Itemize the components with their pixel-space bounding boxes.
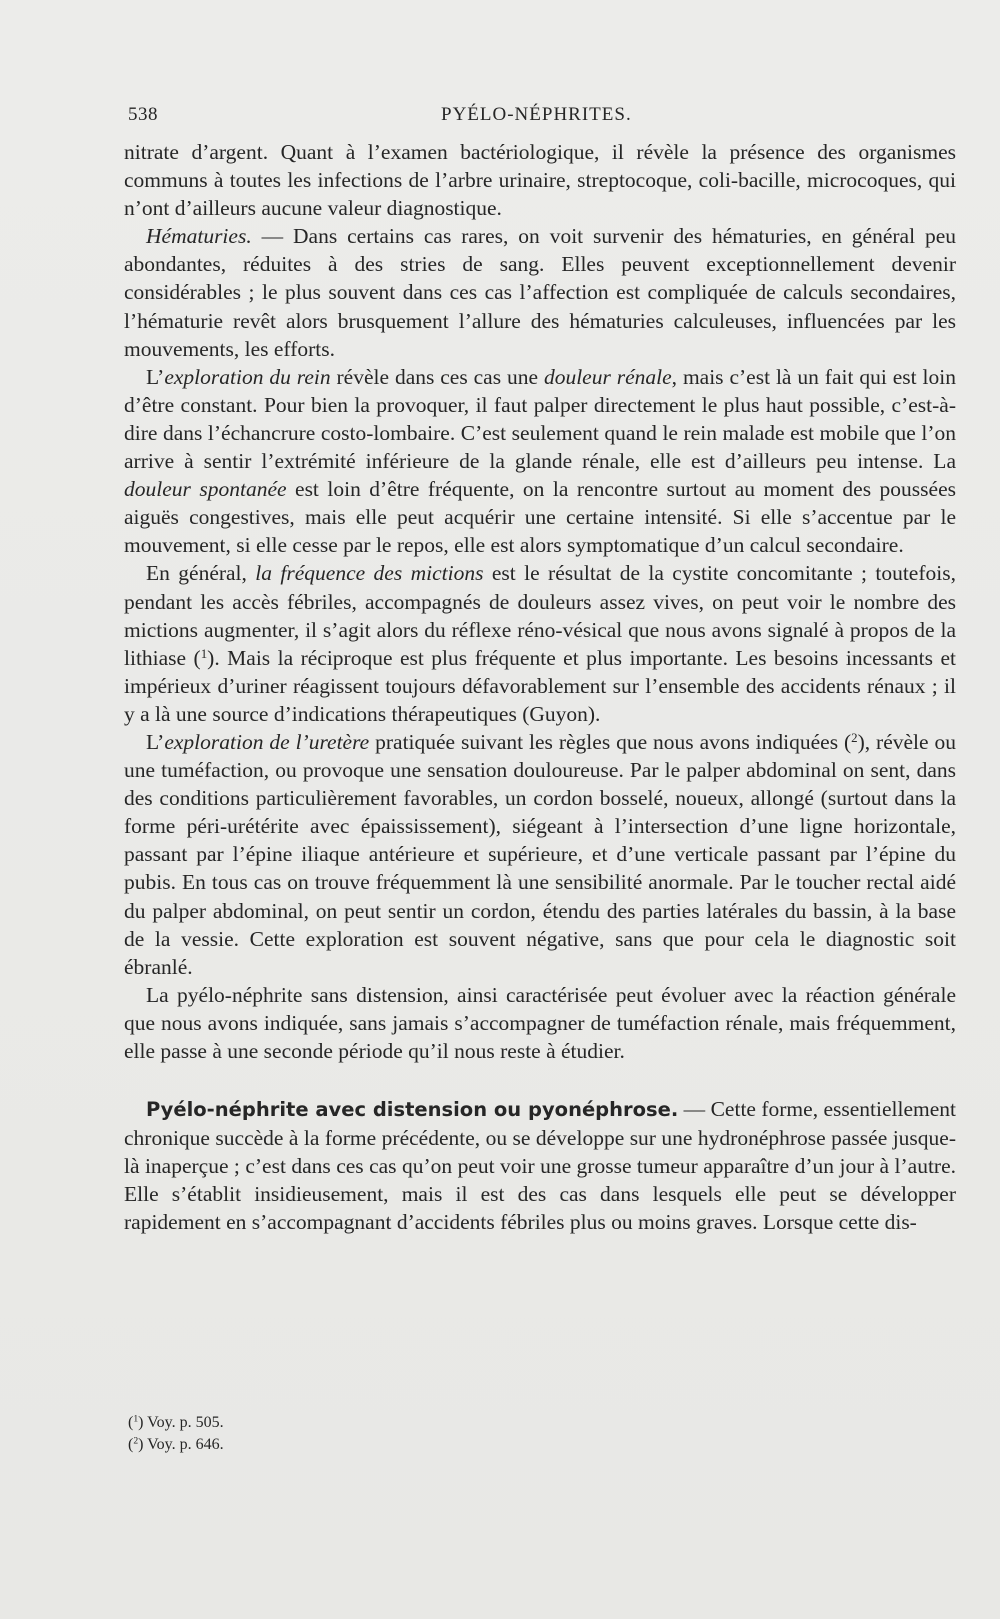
paragraph-kidney-exploration: L’exploration du rein révèle dans ces cas une douleur rénale, mais c’est là un fait qui est loin d’être constant. Pour bien la provoquer, il faut palper directement le plus haut possible, c’est-à-dire dans l’échancrure costo-lombaire. C’est seulement quand le rein malade est mobile que l’on arrive à sentir l’extrémité inférieure de la glande rénale, elle est d’ailleurs peu intense. La douleur spontanée est loin d’être fréquente, on la rencontre surtout au moment des poussées aiguës congestives, mais elle peut acquérir une certaine intensité. Si elle s’accentue par le mouvement, si elle cesse par le repos, elle est alors symptomatique d’un calcul secondaire. [124, 364, 956, 558]
paragraph-bacteriology: nitrate d’argent. Quant à l’examen bactériologique, il révèle la présence des organismes communs à toutes les infections de l’arbre urinaire, streptocoque, coli-bacille, microcoques, qui n’ont d’ailleurs aucune valeur diagnostique. [124, 140, 956, 221]
running-title: PYÉLO-NÉPHRITES. [441, 104, 632, 125]
hematuria-heading: Hématuries. [146, 224, 252, 249]
footnote-ref-1[interactable]: 1 [200, 646, 208, 661]
footnote-ref-2[interactable]: 2 [851, 730, 858, 745]
paragraph-ureter-exploration: L’exploration de l’uretère pratiquée suivant les règles que nous avons indiquées ($^2$), révèle ou une tuméfaction, ou provoque une sensation douloureuse. Par le palper abdominal on sent, dans des conditions particulièrement favorables, un cordon bosselé, noueux, allongé (surtout dans la forme péri-urétérite avec épaississement), siégeant à l’intersection d’une ligne horizontale, passant par l’épine iliaque antérieure et supérieure, et d’une verticale passant par l’épine du pubis. En tous cas on trouve fréquemment là une sensibilité anormale. Par le toucher rectal aidé du palper abdominal, on peut sentir un cordon, étendu des parties latérales du bassin, à la base de la vessie. Cette exploration est souvent négative, sans que pour cela le diagnostic soit ébranlé. [124, 729, 956, 979]
running-header [128, 104, 930, 134]
section-heading: Pyélo-néphrite avec distension ou pyonéphrose. [146, 1098, 679, 1122]
page-number: 538 [128, 104, 158, 125]
paragraph-pyonephrosis: Pyélo-néphrite avec distension ou pyonéphrose. — Cette forme, essentiellement chronique succède à la forme précédente, ou se développe sur une hydronéphrose passée jusque-là inaperçue ; c’est dans ces cas qu’on peut voir une grosse tumeur apparaître d’un jour à l’autre. Elle s’établit insidieusement, mais il est des cas dans lesquels elle peut se développer rapidement en s’accompagnant d’accidents fébriles plus ou moins graves. Lorsque cette dis- [124, 1097, 957, 1235]
paragraph-micturition: En général, la fréquence des mictions est le résultat de la cystite concomitante ; toutefois, pendant les accès fébriles, accompagnés de douleurs assez vives, on peut voir le nombre des mictions augmenter, il s’agit alors du réflexe réno-vésical que nous avons signalé à propos de la lithiase ($^1$). Mais la réciproque est plus fréquente et plus importante. Les besoins incessants et impérieux d’uriner réagissent toujours défavorablement sur l’ensemble des accidents rénaux ; il y a là une source d’indications thérapeutiques (Guyon). [124, 561, 956, 726]
paragraph-evolution: La pyélo-néphrite sans distension, ainsi caractérisée peut évoluer avec la réaction générale que nous avons indiquée, sans jamais s’accompagner de tuméfaction rénale, mais fréquemment, elle passe à une seconde période qu’il nous reste à étudier. [124, 982, 956, 1063]
footnote-2: ($^2$) Voy. p. 646. [128, 1435, 224, 1453]
footnotes [128, 1412, 224, 1456]
paragraph-hematuria: Hématuries. — Dans certains cas rares, on voit survenir des hématuries, en général peu abondantes, réduites à des stries de sang. Elles peuvent exceptionnellement devenir considérables ; le plus souvent dans ces cas l’affection est compliquée de calculs secondaires, l’hématurie revêt alors brusquement l’allure des hématuries calculeuses, influencées par les mouvements, les efforts. [124, 224, 956, 361]
footnote-1: ($^1$) Voy. p. 505. [128, 1413, 224, 1431]
body-text [124, 138, 956, 1237]
